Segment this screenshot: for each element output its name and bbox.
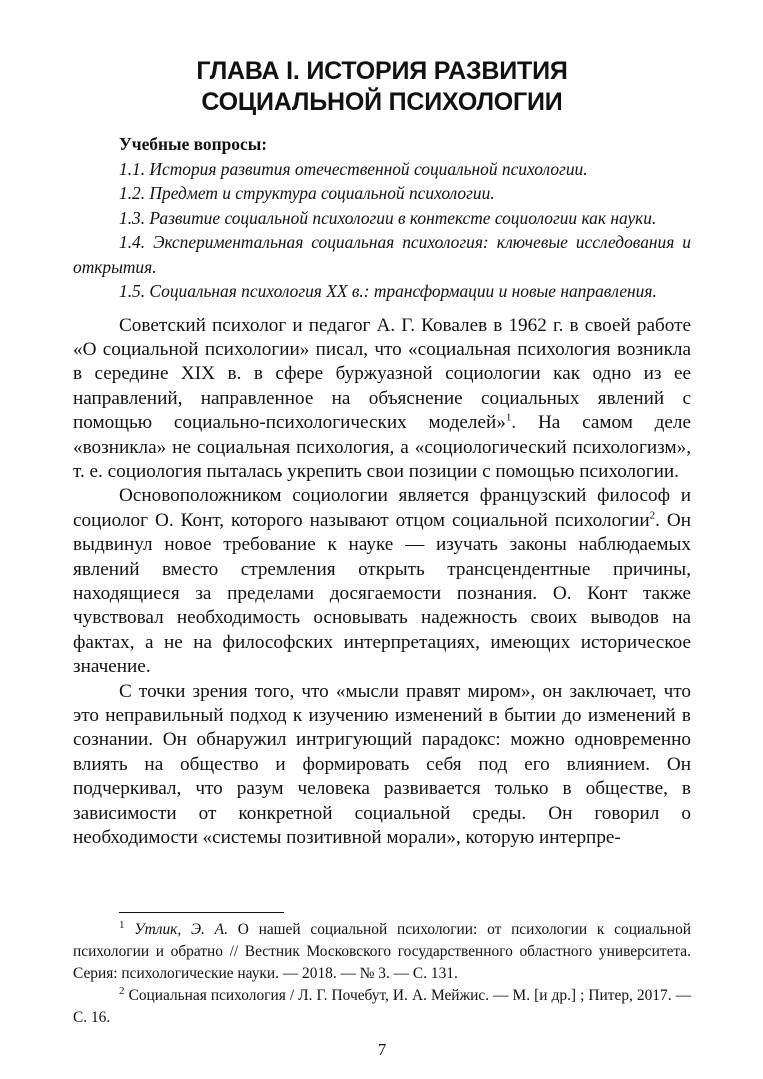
study-questions-heading: Учебные вопросы: bbox=[119, 134, 268, 154]
body-text bbox=[73, 314, 691, 851]
paragraph-3: С точки зрения того, что «мысли правят миром», он заключает, что это неправильный подход к изучению изменений в бытии до изменений в сознании. Он обнаружил интригующий парадокс: можно одновременно влиять на общество и формировать себя под его влиянием. Он подчеркивал, что разум человека развивается только в обществе, в зависимости от конкретной социальной среды. Он говорил о необходимости «системы позитивной морали», которую интерпре- bbox=[73, 680, 691, 849]
paragraph-1-text-a: Советский психолог и педагог А. Г. Ковалев в 1962 г. в своей работе «О социальной психологии» писал, что «социальная психология возникла в середине XIX в. в сфере буржуазной социологии как одно из ее направлений, направленное на объяснение социальных явлений с помощью социально-психологических моделей» bbox=[73, 314, 691, 434]
chapter-title-line-1: ГЛАВА I. ИСТОРИЯ РАЗВИТИЯ bbox=[196, 57, 568, 85]
paragraph-2-text-a: Основоположником социологии является французский философ и социолог О. Конт, которого называют отцом социальной психологии bbox=[73, 485, 691, 531]
footnote-1 bbox=[73, 919, 691, 985]
footnote-ref-1[interactable]: 1 bbox=[505, 411, 512, 424]
study-question-item: 1.2. Предмет и структура социальной психологии. bbox=[119, 183, 495, 203]
paragraph-2-text-b: . Он выдвинул новое требование к науке — изучать законы наблюдаемых явлений вместо стремления открыть трансцендентные причины, находящиеся за пределами досягаемости познания. О. Конт также чувствовал необходимость основывать надежность своих выводов на фактах, а не на философских интерпретациях, имеющих историческое значение. bbox=[73, 509, 691, 678]
footnote-ref-2[interactable]: 2 bbox=[649, 509, 656, 522]
footnote-1-number: 1 bbox=[119, 918, 125, 931]
study-questions bbox=[73, 132, 691, 304]
footnote-2-number: 2 bbox=[119, 984, 125, 997]
paragraph-1-text-b: . На самом деле «возникла» не социальная психология, а «социологический психологизм», т. е. социология пыталась укрепить свои позиции с помощью психологии. bbox=[73, 412, 692, 482]
study-question-item: 1.4. Экспериментальная социальная психология: ключевые исследования и открытия. bbox=[73, 232, 691, 277]
footnote-2 bbox=[73, 985, 691, 1029]
chapter-title-line-2: СОЦИАЛЬНОЙ ПСИХОЛОГИИ bbox=[201, 88, 563, 116]
study-question-item: 1.1. История развития отечественной социальной психологии. bbox=[119, 158, 588, 179]
footnote-1-author: Утлик, Э. А. bbox=[134, 921, 228, 938]
paragraph-2 bbox=[73, 484, 691, 679]
study-question-item: 1.5. Социальная психология XX в.: трансформации и новые направления. bbox=[119, 281, 657, 301]
page-number: 7 bbox=[377, 1040, 387, 1059]
study-question-item: 1.3. Развитие социальной психологии в контексте социологии как науки. bbox=[119, 207, 657, 228]
footnote-divider bbox=[119, 912, 284, 913]
document-page bbox=[73, 0, 691, 1079]
chapter-title bbox=[73, 56, 691, 118]
paragraph-1 bbox=[73, 314, 691, 485]
footnote-2-text: Социальная психология / Л. Г. Почебут, И. А. Мейжис. — М. [и др.] ; Питер, 2017. — С. 16. bbox=[73, 987, 691, 1026]
footnote-1-text: О нашей социальной психологии: от психологии к социальной психологии и обратно // Вестник Московского государственного областного университета. Серия: психологические науки. — 2018. — № 3. — С. 131. bbox=[73, 921, 691, 982]
footnotes bbox=[73, 912, 691, 1029]
